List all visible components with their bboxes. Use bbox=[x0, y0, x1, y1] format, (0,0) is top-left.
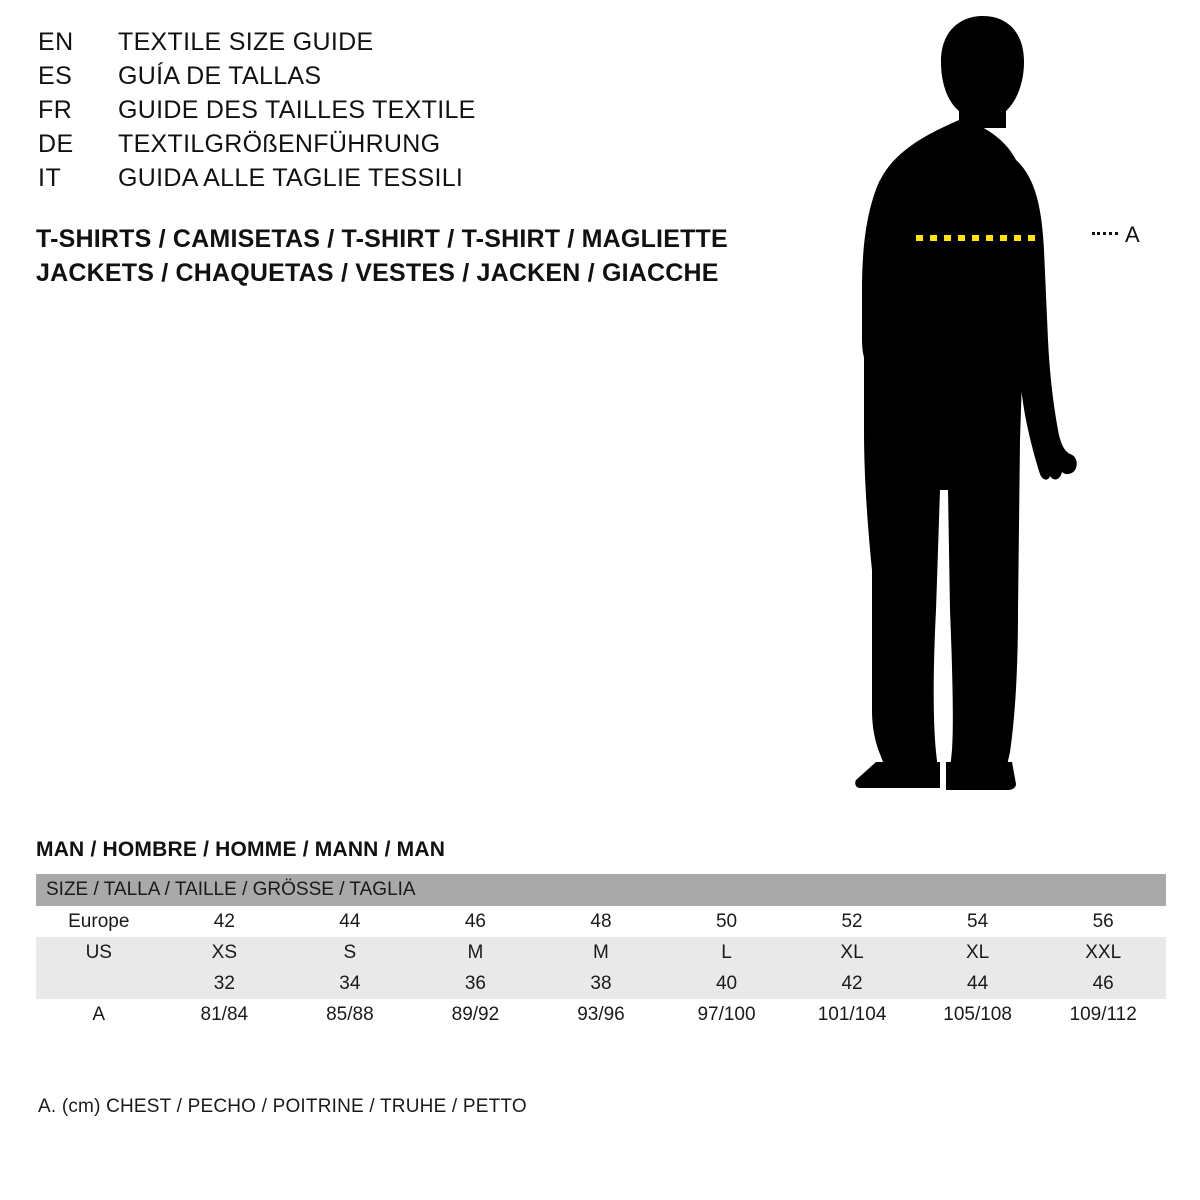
cell: 109/112 bbox=[1040, 999, 1166, 1030]
cell: 46 bbox=[413, 906, 539, 937]
cell: 44 bbox=[287, 906, 413, 937]
language-title: TEXTILE SIZE GUIDE bbox=[118, 28, 374, 56]
cell: 46 bbox=[1040, 968, 1166, 999]
language-code: IT bbox=[38, 164, 62, 192]
table-header-row bbox=[36, 874, 1166, 906]
cell: XL bbox=[915, 937, 1041, 968]
cell: 97/100 bbox=[664, 999, 790, 1030]
row-label-a: A bbox=[36, 999, 162, 1030]
language-title: GUÍA DE TALLAS bbox=[118, 62, 322, 90]
size-table bbox=[36, 874, 1166, 1030]
cell: 52 bbox=[789, 906, 915, 937]
cell: S bbox=[287, 937, 413, 968]
language-row bbox=[38, 28, 738, 62]
measure-leader-line bbox=[1092, 232, 1118, 235]
language-row bbox=[38, 164, 738, 198]
language-header-block bbox=[38, 28, 738, 198]
garment-type-jackets: JACKETS / CHAQUETAS / VESTES / JACKEN / GIACCHE bbox=[36, 259, 719, 287]
table-row bbox=[36, 937, 1166, 968]
cell: 44 bbox=[915, 968, 1041, 999]
cell: 56 bbox=[1040, 906, 1166, 937]
language-title: GUIDE DES TAILLES TEXTILE bbox=[118, 96, 476, 124]
cell: 85/88 bbox=[287, 999, 413, 1030]
row-label-europe: Europe bbox=[36, 906, 162, 937]
cell: 89/92 bbox=[413, 999, 539, 1030]
cell: 32 bbox=[162, 968, 288, 999]
cell: 48 bbox=[538, 906, 664, 937]
row-label-blank bbox=[36, 968, 162, 999]
language-code: FR bbox=[38, 96, 73, 124]
cell: M bbox=[413, 937, 539, 968]
footnote-chest-measure: A. (cm) CHEST / PECHO / POITRINE / TRUHE / PETTO bbox=[38, 1096, 527, 1117]
language-code: ES bbox=[38, 62, 73, 90]
size-table-section bbox=[36, 838, 1166, 1030]
table-row bbox=[36, 999, 1166, 1030]
section-title-man: MAN / HOMBRE / HOMME / MANN / MAN bbox=[36, 838, 446, 861]
row-label-us: US bbox=[36, 937, 162, 968]
cell: XL bbox=[789, 937, 915, 968]
table-header-label: SIZE / TALLA / TAILLE / GRÖSSE / TAGLIA bbox=[36, 874, 1166, 906]
cell: 50 bbox=[664, 906, 790, 937]
language-row bbox=[38, 96, 738, 130]
silhouette-svg bbox=[820, 10, 1180, 800]
cell: 93/96 bbox=[538, 999, 664, 1030]
cell: 81/84 bbox=[162, 999, 288, 1030]
garment-type-tshirts: T-SHIRTS / CAMISETAS / T-SHIRT / T-SHIRT / MAGLIETTE bbox=[36, 225, 728, 253]
cell: 40 bbox=[664, 968, 790, 999]
body-silhouette-figure bbox=[820, 10, 1180, 800]
language-title: GUIDA ALLE TAGLIE TESSILI bbox=[118, 164, 464, 192]
language-code: EN bbox=[38, 28, 74, 56]
cell: 101/104 bbox=[789, 999, 915, 1030]
language-title: TEXTILGRÖßENFÜHRUNG bbox=[118, 130, 441, 158]
language-code: DE bbox=[38, 130, 74, 158]
cell: 42 bbox=[162, 906, 288, 937]
cell: 54 bbox=[915, 906, 1041, 937]
table-row bbox=[36, 968, 1166, 999]
cell: XXL bbox=[1040, 937, 1166, 968]
cell: 105/108 bbox=[915, 999, 1041, 1030]
garment-type-list bbox=[36, 222, 796, 290]
cell: XS bbox=[162, 937, 288, 968]
cell: 38 bbox=[538, 968, 664, 999]
table-row bbox=[36, 906, 1166, 937]
cell: 34 bbox=[287, 968, 413, 999]
cell: M bbox=[538, 937, 664, 968]
measure-label-a: A bbox=[1125, 222, 1140, 247]
language-row bbox=[38, 62, 738, 96]
cell: L bbox=[664, 937, 790, 968]
cell: 42 bbox=[789, 968, 915, 999]
cell: 36 bbox=[413, 968, 539, 999]
language-row bbox=[38, 130, 738, 164]
